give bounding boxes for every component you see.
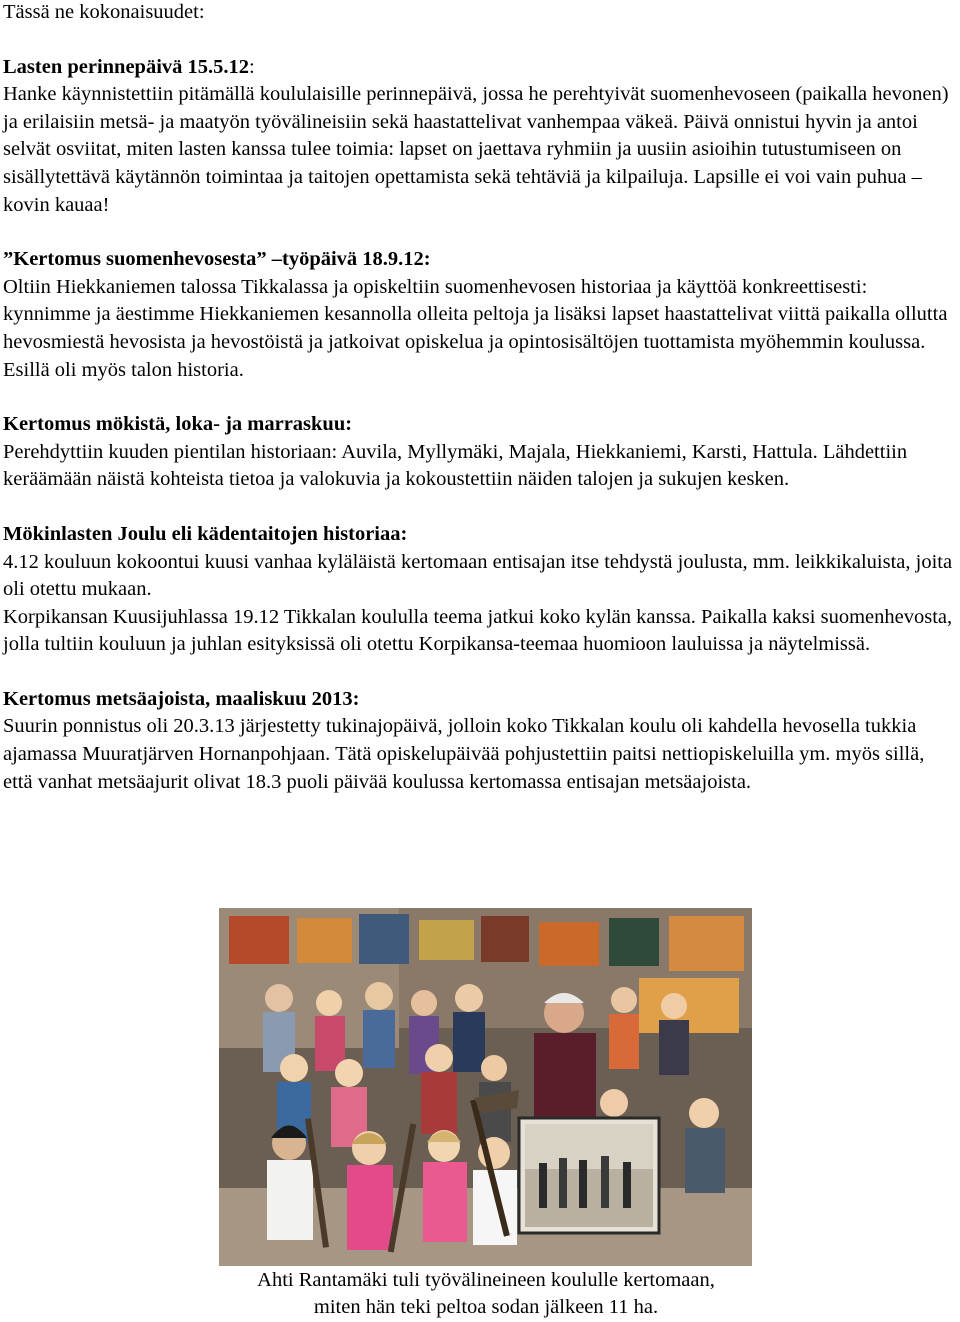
- section-body: Oltiin Hiekkaniemen talossa Tikkalassa ja opiskeltiin suomenhevosen historiaa ja käyttöä konkreettisesti: kynnimme ja äestimme Hiekkaniemen kesannolla olleita peltoja ja lisäksi lapset haastattelivat viittä paikalla ollutta hevosmiestä hevosista ja hevostöistä ja jatkoivat opiskelua ja opintosisältöjen tuottamista myöhemmin koulussa. Esillä oli myös talon historia.: [3, 275, 948, 381]
- group-photo: [219, 908, 752, 1266]
- heading-text: Lasten perinnepäivä 15.5.12: [3, 55, 250, 78]
- section-body: Korpikansan Kuusijuhlassa 19.12 Tikkalan koululla teema jatkui koko kylän kanssa. Paikalla kaksi suomenhevosta, jolla tultiin kouluun ja juhlan esityksissä oli otettu Korpikansa-teemaa huomioon lauluissa ja näytelmissä.: [3, 605, 953, 656]
- intro-line: Tässä ne kokonaisuudet:: [3, 1, 205, 23]
- section-heading: [3, 54, 958, 82]
- section-joulu: [3, 521, 958, 659]
- section-perinnepaiva: [3, 54, 958, 220]
- photo-caption: [200, 1267, 772, 1321]
- section-body: Hanke käynnistettiin pitämällä koululaisille perinnepäivä, jossa he perehtyivät suomenhevoseen (paikalla hevonen) ja erilaisiin metsä- ja maatyön työvälineisiin sekä haastattelivat vanhempaa väkeä. Päivä onnistui hyvin ja antoi selvät osviitat, miten lasten kanssa tulee toimia: lapset on jaettava ryhmiin ja uusiin asioihin tutustumiseen on sisällytettävä käytännön toimintaa ja taitojen opettamista sekä tehtäviä ja kilpailuja. Lapsille ei voi vain puhua – kovin kauaa!: [3, 83, 949, 216]
- document: [3, 0, 958, 796]
- photo-illustration: [219, 908, 752, 1266]
- section-body: 4.12 kouluun kokoontui kuusi vanhaa kyläläistä kertomaan entisajan itse tehdystä joulusta, mm. leikkikaluista, joita oli otettu mukaan.: [3, 550, 953, 601]
- heading-suffix: :: [249, 55, 255, 78]
- caption-line: Ahti Rantamäki tuli työvälineineen koululle kertomaan,: [257, 1269, 715, 1291]
- section-heading: Mökinlasten Joulu eli kädentaitojen historiaa:: [3, 522, 408, 545]
- section-body: Suurin ponnistus oli 20.3.13 järjestetty tukinajopäivä, jolloin koko Tikkalan koulu oli kahdella hevosella tukkia ajamassa Muuratjärven Hornanpohjaan. Tätä opiskelupäivää pohjustettiin paitsi nettiopiskeluilla ym. myös sillä, että vanhat metsäajurit olivat 18.3 puoli päivää koulussa kertomassa entisajan metsäajoista.: [3, 715, 925, 793]
- section-mokki: [3, 411, 958, 494]
- section-suomenhevonen: [3, 246, 958, 384]
- section-heading: Kertomus mökistä, loka- ja marraskuu:: [3, 413, 353, 436]
- section-body: Perehdyttiin kuuden pientilan historiaan: Auvila, Myllymäki, Majala, Hiekkaniemi, Karsti, Hattula. Lähdettiin keräämään näistä kohteista tietoa ja valokuvia ja kokoustettiin näiden talojen ja sukujen kesken.: [3, 440, 908, 491]
- caption-line: miten hän teki peltoa sodan jälkeen 11 ha.: [313, 1296, 659, 1318]
- section-metsaajo: [3, 686, 958, 796]
- section-heading: Kertomus metsäajoista, maaliskuu 2013:: [3, 687, 360, 710]
- section-heading: ”Kertomus suomenhevosesta” –työpäivä 18.9.12:: [3, 248, 431, 271]
